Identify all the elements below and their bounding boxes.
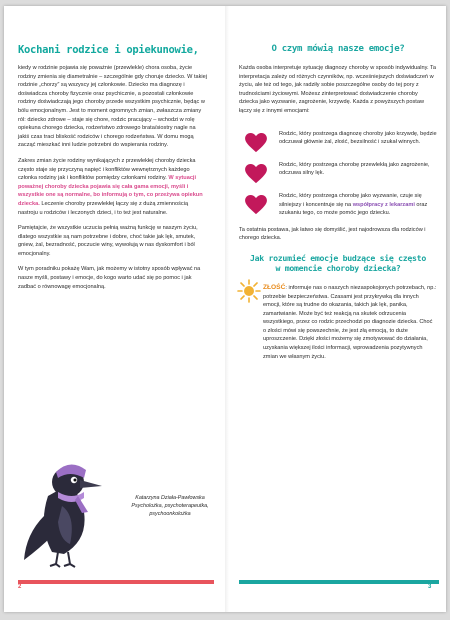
emotion-item-text-a: Rodzic, który postrzega diagnozę choroby jako krzywdę, będzie odczuwał głównie żal, złość, bezsilność i szukał winnych. xyxy=(279,130,437,146)
heart-icon xyxy=(245,195,267,215)
crow-illustration xyxy=(18,456,122,568)
right-section-title xyxy=(239,253,437,274)
anger-section xyxy=(239,284,437,361)
anger-paragraph xyxy=(263,284,437,361)
signature-role: Psycholożka, psychoterapeutka, psychoonkolożka xyxy=(131,503,209,517)
right-closing-paragraph: Ta ostatnia postawa, jak łatwo się domyślić, jest najodrowsza dla rodziców i chorego dziecka. xyxy=(239,226,426,242)
emotion-item-text-a: Rodzic, który postrzega chorobę jako wyzwanie, czuje się silniejszy i koncentruje się na xyxy=(279,192,422,208)
emotion-item-text xyxy=(279,161,437,178)
right-intro-paragraph: Każda osoba interpretuje sytuację diagnozy choroby w sposób indywidualny. Ta interpretacja zależy od różnych czynników, np. wcześniejszych doświadczeń w życiu, ale też od tego, jak radziły sobie poszczególne osoby do tej pory z trudnościami życiowymi. Możesz zinterpretować doświadczenie choroby dziecka jako wyzwanie, zagrożenie, krzywdę. Każda z powyższych postaw łączy się z innymi emocjami: xyxy=(239,65,436,114)
left-page xyxy=(4,6,225,612)
left-paragraph-4: W tym poradniku pokażę Wam, jak możemy w istotny sposób wpływać na nasze myśli, postawy i emocje, do kogo warto udać się po pomoc i jak zadbać o równowagę emocjonalną. xyxy=(18,266,201,290)
emotion-item-text-b: oraz szukaniu tego, co może pomóc jego dziecku. xyxy=(279,201,428,217)
right-section-title-line2: w momencie choroby dziecka? xyxy=(275,263,401,274)
anger-text: : informuje nas o naszych niezaspokojonych potrzebach, np.: potrzebie bezpieczeństwa. Czasami jest przykrywką dla innych emocji, które są trudne do okazania, takich jak lęk, panika, zamartwianie. Może być też reakcją na skutek odrzucenia wszystkiego, przez co rodzic przechodzi po diagnozie dziecka. Choć o złości mówi się powszechnie, że jest złą emocją, to duże uproszczenie. Dzięki złości możemy się zmotywować do działania, uzyskania większej ilości informacji, wprowadzenia pozytywnych zmian we własnym życiu. xyxy=(263,284,437,360)
emotion-item xyxy=(239,130,437,147)
left-footer-bar xyxy=(18,580,214,584)
emotion-item xyxy=(239,161,437,178)
left-paragraph-2-text-a: Zakres zmian życie rodziny wynikających z przewlekłej choroby dziecka często staje się przyczyną napięć i konfliktów wewnętrznych każdego członka rodziny jak i konfliktów pomiędzy członkami rodziny. xyxy=(18,157,196,182)
left-paragraph-2 xyxy=(18,157,208,217)
right-page-title: O czym mówią nasze emocje? xyxy=(271,44,405,54)
emotion-item xyxy=(239,192,437,218)
emotion-item-text xyxy=(279,130,437,147)
heart-icon xyxy=(245,133,267,153)
anger-word: ZŁOŚĆ xyxy=(263,283,286,291)
emotion-item-text-a: Rodzic, który postrzega chorobę przewlekłą jako zagrożenie, odczuwa silny lęk. xyxy=(279,161,430,177)
right-page-number: 3 xyxy=(428,584,432,590)
left-page-number: 2 xyxy=(18,584,22,590)
emotion-item-highlight: współpracy z lekarzami xyxy=(352,201,415,208)
signature-block xyxy=(122,494,218,518)
right-footer-bar xyxy=(239,580,439,584)
left-paragraph-2-text-b: Leczenie choroby przewlekłej łączy się z dużą zmiennością nastroju u rodziców i leczonych dzieci, i to też jest naturalne. xyxy=(18,200,189,216)
right-section-title-line1: Jak rozumieć emocje budzące się często xyxy=(250,252,426,263)
right-page xyxy=(229,6,446,612)
left-paragraph-1: kiedy w rodzinie pojawia się poważnie (przewlekle) chora osoba, życie rodziny zmienia się diametralnie – szczególnie gdy choruje dziecko. W takiej rodzinie „chorzy” są wszyscy jej członkowie. Dziecko ma diagnozę i doświadcza choroby fizycznie oraz psychicznie, a pozostali członkowie rodziny doświadczają jego choroby przede wszystkim psychicznie, będąc w bólu emocjonalnym. Jest to moment ogromnych zmian, zwłaszcza zmiany ról: dziecko zdrowe – staje się chore, rodzic pracujący – wchodzi w rolę opiekuna chorego dziecka, rodzeństwo zdrowego brata/siostry nagle na jakiś czas traci bliskość rodziców i chorego rodzeństwa. W domu mogą zacząć mieszkać inni ludzie potrzebni do wspierania rodziny. xyxy=(18,65,208,149)
right-column xyxy=(239,44,437,368)
signature-name: Katarzyna Działa-Pawłowska xyxy=(135,495,205,501)
left-page-title: Kochani rodzice i opiekunowie, xyxy=(18,44,199,56)
left-paragraph-2-highlight: W sytuacji poważnej choroby dziecka pojawia się cała gama emocji, myśli i wszystkie one są normalne, bo informują o tym, co przeżywa opiekun dziecka. xyxy=(18,175,203,207)
emotion-item-text xyxy=(279,192,437,218)
heart-icon xyxy=(245,164,267,184)
sun-icon xyxy=(237,279,261,303)
left-paragraph-3: Pamiętajcie, że wszystkie uczucia pełnią ważną funkcję w naszym życiu, dlatego wszystkie są nam potrzebne i dobre, choć takie jak lęk, smutek, gniew, żal, bezradność, poczucie winy, wywołują w nas dyskomfort i ból emocjonalny. xyxy=(18,225,198,257)
book-spread xyxy=(4,6,446,612)
left-column xyxy=(18,44,208,298)
